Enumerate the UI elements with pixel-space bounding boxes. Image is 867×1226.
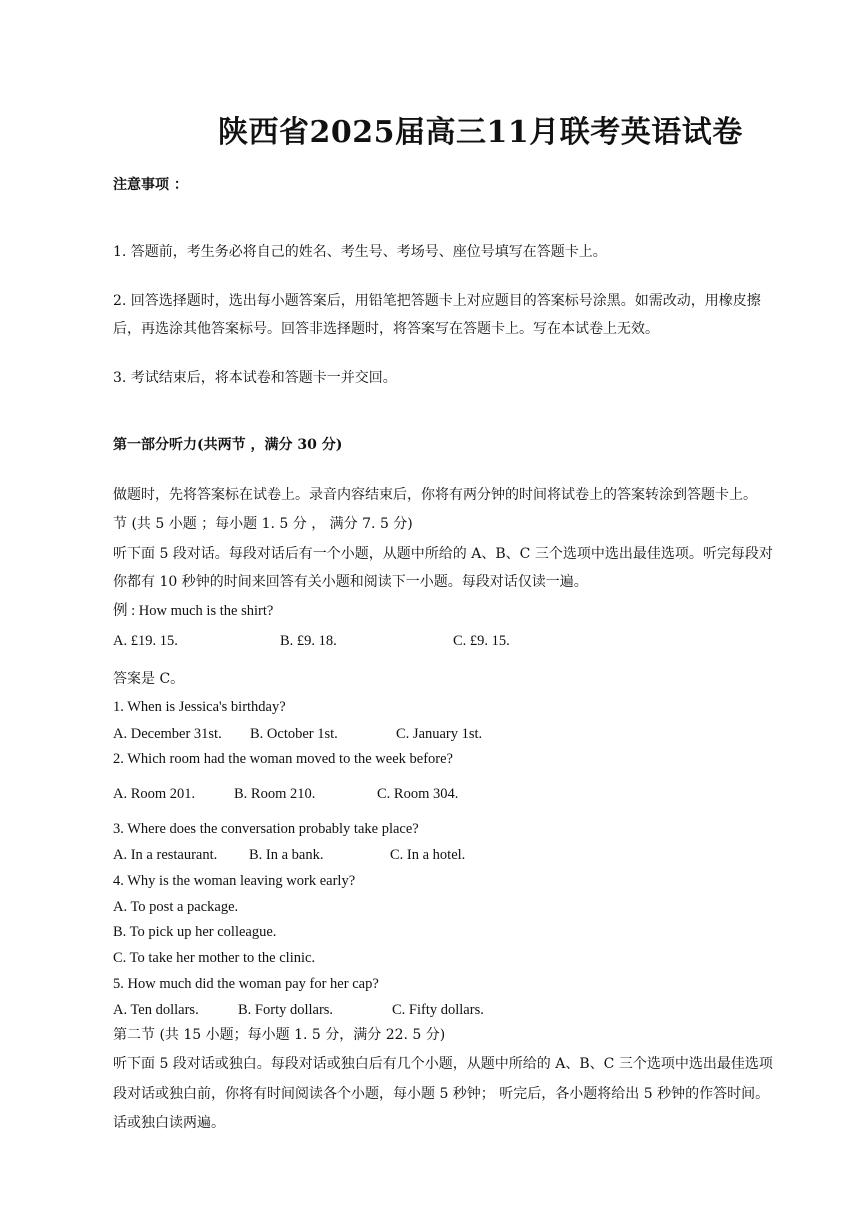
part1-heading: 第一部分听力(共两节 ，满分 30 分) — [113, 437, 343, 453]
example-option-c: C. £9. 15. — [453, 633, 510, 649]
question-2-option-c: C. Room 304. — [377, 786, 459, 802]
question-3-option-a: A. In a restaurant. — [113, 847, 218, 863]
question-2-option-b: B. Room 210. — [234, 786, 316, 802]
part1-intro: 做题时，先将答案标在试卷上。录音内容结束后，你将有两分钟的时间将试卷上的答案转涂到答题卡上。 — [113, 487, 757, 503]
question-3-option-b: B. In a bank. — [249, 847, 324, 863]
question-3: 3. Where does the conversation probably take place? — [113, 821, 419, 837]
question-5-option-b: B. Forty dollars. — [238, 1002, 334, 1018]
notice-item-2-line-2: 后，再选涂其他答案标号。回答非选择题时，将答案写在答题卡上。写在本试卷上无效。 — [113, 321, 659, 337]
example-option-a: A. £19. 15. — [113, 633, 178, 649]
section2-intro-line-2: 段对话或独白前，你将有时间阅读各个小题，每小题 5 秒钟； 听完后，各小题将给出 5 秒钟的作答时间。 — [113, 1086, 770, 1102]
notice-item-3: 3. 考试结束后，将本试卷和答题卡一并交回。 — [113, 370, 397, 386]
question-2: 2. Which room had the woman moved to the week before? — [113, 751, 453, 767]
question-4-option-c: C. To take her mother to the clinic. — [113, 950, 316, 966]
example-answer: 答案是 C。 — [113, 671, 185, 687]
section1-intro-line-1: 听下面 5 段对话。每段对话后有一个小题，从题中所给的 A、B、C 三个选项中选出最佳选项。听完每段对 — [113, 546, 773, 562]
example-question: 例 : How much is the shirt? — [113, 603, 274, 619]
question-1-option-a: A. December 31st. — [113, 726, 222, 742]
question-5: 5. How much did the woman pay for her cap? — [113, 976, 379, 992]
notice-heading: 注意事项 ： — [113, 177, 188, 193]
question-3-option-c: C. In a hotel. — [390, 847, 466, 863]
example-option-b: B. £9. 18. — [280, 633, 337, 649]
question-4-option-a: A. To post a package. — [113, 899, 239, 915]
notice-item-1: 1. 答题前，考生务必将自己的姓名、考生号、考场号、座位号填写在答题卡上。 — [113, 244, 607, 260]
section2-intro-line-1: 听下面 5 段对话或独白。每段对话或独白后有几个小题，从题中所给的 A、B、C 三个选项中选出最佳选项 — [113, 1056, 773, 1072]
section2-intro-line-3: 话或独白读两遍。 — [113, 1115, 225, 1131]
section1-heading: 节 (共 5 小题 ；每小题 1. 5 分 ， 满分 7. 5 分) — [113, 516, 413, 532]
notice-item-2-line-1: 2. 回答选择题时，选出每小题答案后，用铅笔把答题卡上对应题目的答案标号涂黑。如需改动，用橡皮擦 — [113, 293, 761, 309]
question-1: 1. When is Jessica's birthday? — [113, 699, 286, 715]
question-5-option-c: C. Fifty dollars. — [392, 1002, 484, 1018]
question-1-option-c: C. January 1st. — [396, 726, 483, 742]
question-4: 4. Why is the woman leaving work early? — [113, 873, 356, 889]
question-5-option-a: A. Ten dollars. — [113, 1002, 199, 1018]
section2-heading: 第二节 (共 15 小题；每小题 1. 5 分，满分 22. 5 分) — [113, 1027, 446, 1043]
section1-intro-line-2: 你都有 10 秒钟的时间来回答有关小题和阅读下一小题。每段对话仅读一遍。 — [113, 574, 588, 590]
page-title: 陕西省2025届高三11月联考英语试卷 — [218, 115, 743, 150]
question-1-option-b: B. October 1st. — [250, 726, 338, 742]
question-4-option-b: B. To pick up her colleague. — [113, 924, 277, 940]
question-2-option-a: A. Room 201. — [113, 786, 196, 802]
